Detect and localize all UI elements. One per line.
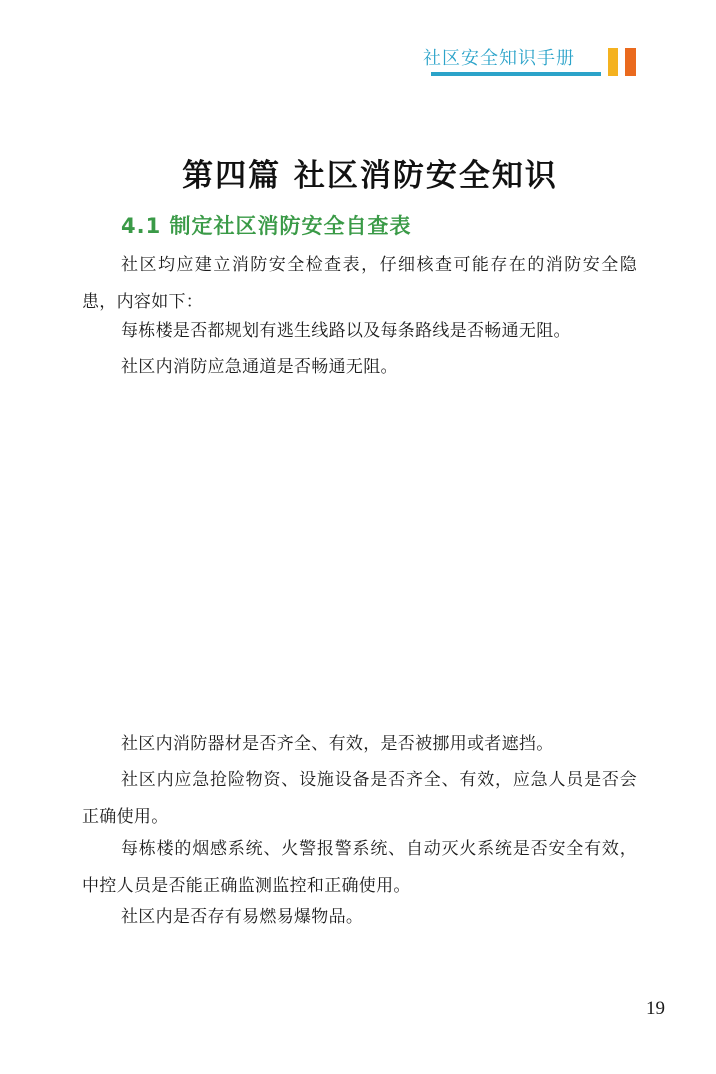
running-header-title: 社区安全知识手册 (423, 48, 575, 69)
body-paragraph-escape-routes: 每栋楼是否都规划有逃生线路以及每条路线是否畅通无阻。 (121, 321, 571, 341)
body-paragraph-fire-equipment: 社区内消防器材是否齐全、有效，是否被挪用或者遮挡。 (121, 734, 554, 754)
page-number: 19 (646, 998, 665, 1019)
body-paragraph-intro: 社区均应建立消防安全检查表，仔细核查可能存在的消防安全隐患，内容如下： (82, 255, 637, 312)
section-heading: 4.1 制定社区消防安全自查表 (121, 214, 412, 238)
body-paragraph-fire-lanes: 社区内消防应急通道是否畅通无阻。 (121, 357, 398, 377)
body-paragraph-flammables: 社区内是否存有易燃易爆物品。 (121, 907, 364, 927)
body-paragraph-alarm-systems: 每栋楼的烟感系统、火警报警系统、自动灭火系统是否安全有效，中控人员是否能正确监测监控和正确使用。 (82, 839, 637, 896)
body-paragraph-emergency-supplies: 社区内应急抢险物资、设施设备是否齐全、有效，应急人员是否会正确使用。 (82, 770, 637, 827)
header-underline (431, 72, 601, 76)
chapter-title: 第四篇 社区消防安全知识 (182, 158, 558, 194)
header-accent-bar-yellow (608, 48, 618, 76)
header-accent-bar-orange (625, 48, 636, 76)
